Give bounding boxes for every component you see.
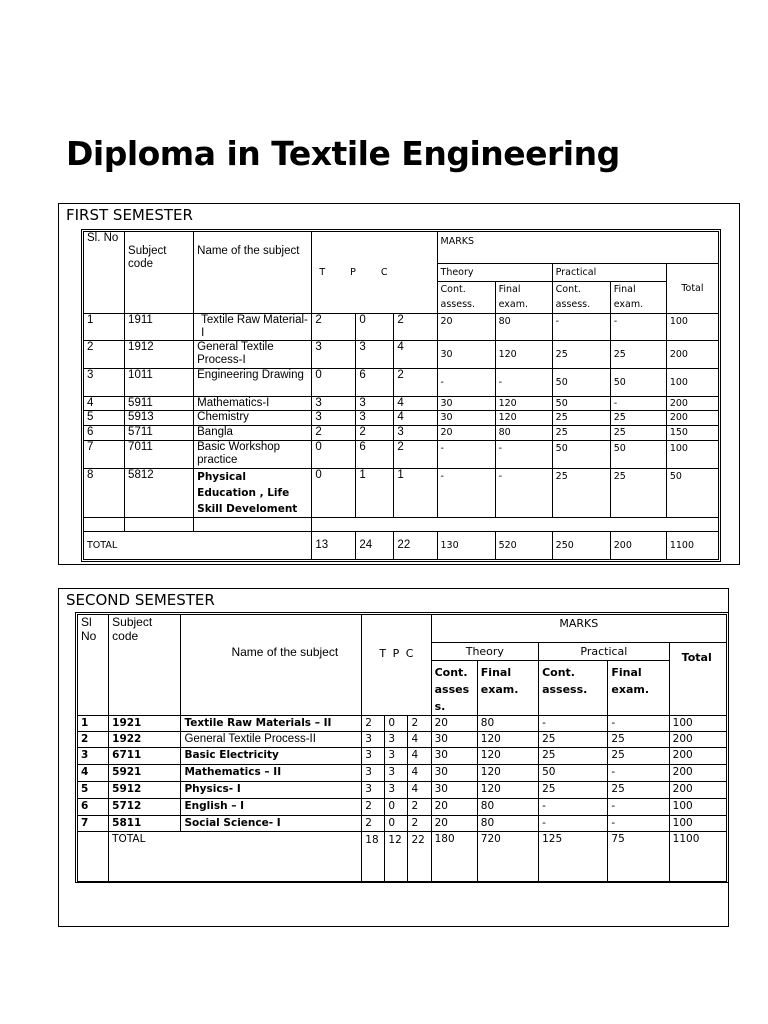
cell-sl: 4 bbox=[84, 397, 125, 411]
cell-name: Textile Raw Materials – II bbox=[181, 716, 362, 732]
header-marks: MARKS bbox=[437, 232, 718, 264]
cell-name: Chemistry bbox=[194, 411, 312, 426]
cell-total-theory-final: 520 bbox=[495, 532, 552, 560]
cell-c: 4 bbox=[394, 341, 437, 369]
table-row bbox=[78, 816, 727, 832]
cell-theory-final: 120 bbox=[477, 748, 538, 765]
cell-practical-final: 50 bbox=[610, 441, 666, 469]
cell-t: 2 bbox=[362, 716, 385, 732]
cell-code: 5811 bbox=[109, 816, 181, 832]
table-row bbox=[84, 314, 719, 341]
table-row bbox=[78, 716, 727, 732]
header-c: C bbox=[380, 267, 388, 278]
cell-practical-cont: 50 bbox=[539, 765, 608, 782]
cell-total-p: 12 bbox=[385, 832, 408, 882]
cell-theory-cont: 30 bbox=[431, 748, 477, 765]
cell-total: 200 bbox=[669, 782, 726, 799]
second-semester-table bbox=[77, 614, 727, 882]
table-row bbox=[78, 765, 727, 782]
cell-t: 0 bbox=[312, 441, 356, 469]
header-tpc bbox=[312, 232, 437, 314]
header-theory: Theory bbox=[431, 643, 538, 661]
cell-sl: 2 bbox=[84, 341, 125, 369]
cell-practical-cont: 50 bbox=[552, 441, 610, 469]
cell-name: Physics- I bbox=[181, 782, 362, 799]
cell-code: 1911 bbox=[125, 314, 194, 341]
cell-name: Basic Workshop practice bbox=[194, 441, 312, 469]
cell-practical-final: - bbox=[608, 799, 669, 816]
header-practical: Practical bbox=[539, 643, 670, 661]
table-row bbox=[84, 369, 719, 397]
cell-code: 5711 bbox=[125, 426, 194, 441]
header-theory-cont-assess: Cont. assess. bbox=[437, 282, 495, 314]
cell-practical-final: 25 bbox=[610, 341, 666, 369]
cell-theory-cont: 30 bbox=[437, 397, 495, 411]
cell-c: 2 bbox=[394, 314, 437, 341]
cell-total: 100 bbox=[669, 716, 726, 732]
table-row bbox=[78, 799, 727, 816]
table-row-total bbox=[78, 832, 727, 882]
cell-theory-final: - bbox=[495, 369, 552, 397]
cell-p: 3 bbox=[356, 397, 394, 411]
cell-practical-cont: 25 bbox=[552, 469, 610, 518]
cell-t: 3 bbox=[312, 411, 356, 426]
cell-name: Textile Raw Material-I bbox=[194, 314, 312, 341]
cell-practical-cont: 25 bbox=[539, 782, 608, 799]
cell-theory-final: 120 bbox=[495, 411, 552, 426]
cell-name: General Textile Process-I bbox=[194, 341, 312, 369]
cell-theory-final: 80 bbox=[477, 799, 538, 816]
cell-practical-cont: - bbox=[539, 816, 608, 832]
header-p: P bbox=[350, 267, 356, 278]
table-row bbox=[84, 397, 719, 411]
cell-name: Social Science- I bbox=[181, 816, 362, 832]
cell-sl: 8 bbox=[84, 469, 125, 518]
cell-p: 3 bbox=[385, 765, 408, 782]
cell-total-c: 22 bbox=[408, 832, 431, 882]
first-semester-table-frame bbox=[81, 229, 721, 562]
cell-t: 3 bbox=[312, 341, 356, 369]
cell-sl: 5 bbox=[78, 782, 109, 799]
cell-t: 3 bbox=[312, 397, 356, 411]
cell-c: 2 bbox=[408, 816, 431, 832]
cell-practical-cont: 50 bbox=[552, 397, 610, 411]
cell-name: Bangla bbox=[194, 426, 312, 441]
header-tpc: T P C bbox=[362, 615, 431, 716]
cell-p: 1 bbox=[356, 469, 394, 518]
cell-total-total: 1100 bbox=[669, 832, 726, 882]
header-sl-no: Sl No bbox=[78, 615, 109, 716]
cell-practical-cont: 50 bbox=[552, 369, 610, 397]
cell-theory-final: 120 bbox=[477, 782, 538, 799]
cell-code: 1011 bbox=[125, 369, 194, 397]
table-row bbox=[84, 411, 719, 426]
cell-p: 2 bbox=[356, 426, 394, 441]
cell-name: Physical Education , Life Skill Develoment bbox=[194, 469, 312, 518]
cell-name: Basic Electricity bbox=[181, 748, 362, 765]
cell-practical-cont: 25 bbox=[552, 411, 610, 426]
cell-c: 2 bbox=[408, 799, 431, 816]
cell-theory-cont: 20 bbox=[437, 314, 495, 341]
cell-total-theory-final: 720 bbox=[477, 832, 538, 882]
cell-total-practical-cont: 125 bbox=[539, 832, 608, 882]
table-row bbox=[78, 732, 727, 748]
cell-total: 50 bbox=[666, 469, 718, 518]
cell-code: 5712 bbox=[109, 799, 181, 816]
cell-sl: 7 bbox=[84, 441, 125, 469]
cell-total: 200 bbox=[666, 397, 718, 411]
cell-theory-final: 120 bbox=[495, 341, 552, 369]
cell-theory-cont: 30 bbox=[431, 732, 477, 748]
cell-theory-final: 120 bbox=[477, 732, 538, 748]
cell-c: 2 bbox=[394, 441, 437, 469]
table-row bbox=[84, 341, 719, 369]
cell-p: 6 bbox=[356, 441, 394, 469]
cell-p: 0 bbox=[385, 799, 408, 816]
table-row bbox=[84, 441, 719, 469]
cell-theory-final: 80 bbox=[477, 716, 538, 732]
cell-theory-cont: - bbox=[437, 469, 495, 518]
cell-practical-cont: - bbox=[539, 799, 608, 816]
header-subject-code: Subject code bbox=[109, 615, 181, 716]
cell-t: 3 bbox=[362, 765, 385, 782]
cell-practical-cont: - bbox=[552, 314, 610, 341]
header-marks: MARKS bbox=[431, 615, 726, 643]
cell-theory-cont: - bbox=[437, 441, 495, 469]
cell-code: 5921 bbox=[109, 765, 181, 782]
cell-code: 1912 bbox=[125, 341, 194, 369]
cell-theory-final: - bbox=[495, 469, 552, 518]
cell-theory-cont: 30 bbox=[437, 341, 495, 369]
cell-practical-final: - bbox=[608, 716, 669, 732]
header-sl-no: Sl. No bbox=[84, 232, 125, 314]
cell-practical-cont: 25 bbox=[552, 341, 610, 369]
cell-total: 100 bbox=[666, 314, 718, 341]
cell-total-t: 18 bbox=[362, 832, 385, 882]
cell-total-total: 1100 bbox=[666, 532, 718, 560]
table-row bbox=[84, 469, 719, 518]
first-semester-table bbox=[83, 231, 719, 560]
header-subject-name: Name of the subject bbox=[194, 232, 312, 314]
cell-sl: 3 bbox=[84, 369, 125, 397]
cell-total-label: TOTAL bbox=[109, 832, 362, 882]
cell-t: 0 bbox=[312, 369, 356, 397]
cell-total: 200 bbox=[666, 411, 718, 426]
cell-total-practical-final: 75 bbox=[608, 832, 669, 882]
cell-t: 0 bbox=[312, 469, 356, 518]
header-subject-name-text: Name of the subject bbox=[231, 645, 339, 659]
header-total: Total bbox=[669, 643, 726, 716]
cell-p: 0 bbox=[385, 716, 408, 732]
cell-theory-final: 80 bbox=[495, 426, 552, 441]
cell-c: 1 bbox=[394, 469, 437, 518]
header-theory-final-exam: Final exam. bbox=[477, 661, 538, 716]
cell-c: 4 bbox=[408, 782, 431, 799]
second-semester-section bbox=[58, 588, 729, 927]
cell-practical-final: - bbox=[608, 765, 669, 782]
header-theory-cont-asses: Cont. asses s. bbox=[431, 661, 477, 716]
cell-total-p: 24 bbox=[356, 532, 394, 560]
table-row-total bbox=[84, 532, 719, 560]
cell-theory-cont: 20 bbox=[431, 816, 477, 832]
cell-theory-final: - bbox=[495, 441, 552, 469]
second-semester-heading: SECOND SEMESTER bbox=[66, 591, 215, 609]
cell-practical-final: 25 bbox=[608, 732, 669, 748]
cell-total: 200 bbox=[669, 765, 726, 782]
cell-practical-final: - bbox=[610, 397, 666, 411]
cell-theory-final: 120 bbox=[495, 397, 552, 411]
cell-p: 0 bbox=[356, 314, 394, 341]
cell-practical-final: 25 bbox=[610, 469, 666, 518]
cell-name: Engineering Drawing bbox=[194, 369, 312, 397]
header-practical-cont-assess: Cont. assess. bbox=[539, 661, 608, 716]
cell-code: 1921 bbox=[109, 716, 181, 732]
header-subject-name bbox=[181, 615, 362, 716]
first-semester-heading: FIRST SEMESTER bbox=[66, 206, 193, 224]
cell-theory-cont: - bbox=[437, 369, 495, 397]
cell-p: 6 bbox=[356, 369, 394, 397]
page-title: Diploma in Textile Engineering bbox=[66, 134, 620, 173]
cell-p: 3 bbox=[356, 411, 394, 426]
cell-sl: 1 bbox=[84, 314, 125, 341]
cell-practical-final: - bbox=[610, 314, 666, 341]
table-row bbox=[78, 782, 727, 799]
cell-theory-cont: 20 bbox=[431, 716, 477, 732]
cell-sl: 1 bbox=[78, 716, 109, 732]
cell-c: 2 bbox=[408, 716, 431, 732]
cell-p: 3 bbox=[385, 782, 408, 799]
cell-theory-final: 120 bbox=[477, 765, 538, 782]
cell-name: Mathematics-I bbox=[194, 397, 312, 411]
cell-code: 6711 bbox=[109, 748, 181, 765]
table-row bbox=[78, 748, 727, 765]
header-theory-final-exam: Final exam. bbox=[495, 282, 552, 314]
cell-total-theory-cont: 180 bbox=[431, 832, 477, 882]
cell-c: 2 bbox=[394, 369, 437, 397]
cell-practical-final: 25 bbox=[610, 426, 666, 441]
cell-code: 5911 bbox=[125, 397, 194, 411]
cell-t: 2 bbox=[362, 816, 385, 832]
cell-theory-cont: 30 bbox=[437, 411, 495, 426]
header-subject-code: Subject code bbox=[125, 232, 194, 314]
cell-t: 3 bbox=[362, 748, 385, 765]
cell-p: 3 bbox=[385, 732, 408, 748]
cell-practical-cont: 25 bbox=[539, 732, 608, 748]
cell-sl: 7 bbox=[78, 816, 109, 832]
cell-code: 5913 bbox=[125, 411, 194, 426]
cell-sl: 2 bbox=[78, 732, 109, 748]
cell-c: 4 bbox=[394, 397, 437, 411]
cell-c: 4 bbox=[408, 765, 431, 782]
header-practical: Practical bbox=[552, 264, 666, 282]
cell-total: 100 bbox=[669, 799, 726, 816]
cell-theory-cont: 30 bbox=[431, 782, 477, 799]
cell-total: 100 bbox=[669, 816, 726, 832]
header-theory: Theory bbox=[437, 264, 552, 282]
cell-code: 7011 bbox=[125, 441, 194, 469]
cell-sl: 3 bbox=[78, 748, 109, 765]
header-t: T bbox=[319, 267, 326, 278]
cell-total-theory-cont: 130 bbox=[437, 532, 495, 560]
cell-sl: 4 bbox=[78, 765, 109, 782]
cell-total: 200 bbox=[669, 748, 726, 765]
cell-theory-cont: 30 bbox=[431, 765, 477, 782]
cell-total-t: 13 bbox=[312, 532, 356, 560]
cell-sl: 6 bbox=[84, 426, 125, 441]
cell-c: 4 bbox=[408, 732, 431, 748]
cell-c: 4 bbox=[408, 748, 431, 765]
header-practical-final-exam: Final exam. bbox=[608, 661, 669, 716]
second-semester-table-frame bbox=[75, 612, 729, 883]
cell-total: 150 bbox=[666, 426, 718, 441]
cell-total-c: 22 bbox=[394, 532, 437, 560]
cell-practical-cont: 25 bbox=[539, 748, 608, 765]
cell-practical-final: 50 bbox=[610, 369, 666, 397]
cell-code: 1922 bbox=[109, 732, 181, 748]
cell-practical-final: 25 bbox=[608, 748, 669, 765]
cell-total-practical-final: 200 bbox=[610, 532, 666, 560]
table-row bbox=[84, 426, 719, 441]
cell-p: 0 bbox=[385, 816, 408, 832]
cell-practical-cont: 25 bbox=[552, 426, 610, 441]
cell-c: 4 bbox=[394, 411, 437, 426]
cell-sl: 6 bbox=[78, 799, 109, 816]
cell-p: 3 bbox=[385, 748, 408, 765]
cell-code: 5812 bbox=[125, 469, 194, 518]
cell-t: 3 bbox=[362, 782, 385, 799]
cell-t: 2 bbox=[312, 314, 356, 341]
cell-name: English – I bbox=[181, 799, 362, 816]
cell-practical-final: 25 bbox=[610, 411, 666, 426]
cell-total: 100 bbox=[666, 441, 718, 469]
cell-total-label: TOTAL bbox=[84, 532, 312, 560]
cell-total: 200 bbox=[666, 341, 718, 369]
cell-total-practical-cont: 250 bbox=[552, 532, 610, 560]
cell-name: Mathematics – II bbox=[181, 765, 362, 782]
cell-code: 5912 bbox=[109, 782, 181, 799]
cell-theory-final: 80 bbox=[495, 314, 552, 341]
cell-total: 200 bbox=[669, 732, 726, 748]
cell-sl: 5 bbox=[84, 411, 125, 426]
header-practical-cont-assess: Cont. assess. bbox=[552, 282, 610, 314]
cell-theory-final: 80 bbox=[477, 816, 538, 832]
header-total: Total bbox=[666, 264, 718, 314]
cell-theory-cont: 20 bbox=[431, 799, 477, 816]
cell-name: General Textile Process-II bbox=[181, 732, 362, 748]
cell-theory-cont: 20 bbox=[437, 426, 495, 441]
cell-practical-final: 25 bbox=[608, 782, 669, 799]
cell-t: 2 bbox=[362, 799, 385, 816]
cell-c: 3 bbox=[394, 426, 437, 441]
cell-total: 100 bbox=[666, 369, 718, 397]
first-semester-section bbox=[58, 203, 740, 565]
cell-t: 3 bbox=[362, 732, 385, 748]
header-practical-final-exam: Final exam. bbox=[610, 282, 666, 314]
cell-p: 3 bbox=[356, 341, 394, 369]
cell-practical-final: - bbox=[608, 816, 669, 832]
cell-practical-cont: - bbox=[539, 716, 608, 732]
cell-t: 2 bbox=[312, 426, 356, 441]
table-row-empty bbox=[84, 518, 719, 532]
